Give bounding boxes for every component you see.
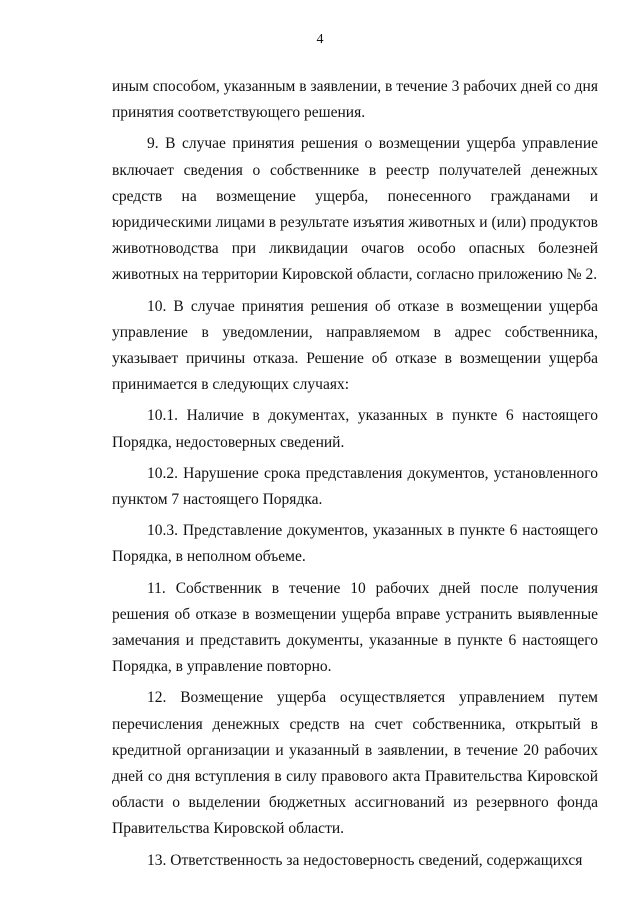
paragraph-13: 13. Ответственность за недостоверность сведений, содержащихся — [147, 851, 583, 869]
paragraph-12: 12. Возмещение ущерба осуществляется управлением путем перечисления денежных средств на счет собственника, открытый в кредитной организации и указанный в заявлении, в течение 20 рабочих дней со дня вступления в силу правового акта Правительства Кировской области о выделении бюджетных ассигнований из резервного фонда Правительства Кировской области. — [112, 689, 598, 838]
paragraph-10-1: 10.1. Наличие в документах, указанных в пункте 6 настоящего Порядка, недостоверных сведений. — [112, 407, 598, 451]
paragraph-10: 10. В случае принятия решения об отказе в возмещении ущерба управление в уведомлении, направляемом в адрес собственника, указывает причины отказа. Решение об отказе в возмещении ущерба принимается в следующих случаях: — [112, 297, 598, 394]
document-body — [112, 74, 598, 879]
paragraph-10-3: 10.3. Представление документов, указанных в пункте 6 настоящего Порядка, в неполном объеме. — [112, 522, 598, 566]
page-number: 4 — [316, 32, 324, 47]
paragraph-11: 11. Собственник в течение 10 рабочих дней после получения решения об отказе в возмещении ущерба вправе устранить выявленные замечания и представить документы, указанные в пункте 6 настоящего Порядка, в управление повторно. — [112, 579, 598, 676]
paragraph-continuation: иным способом, указанным в заявлении, в течение 3 рабочих дней со дня принятия соответствующего решения. — [112, 78, 598, 122]
paragraph-10-2: 10.2. Нарушение срока представления документов, установленного пунктом 7 настоящего Порядка. — [112, 464, 598, 509]
paragraph-9: 9. В случае принятия решения о возмещении ущерба управление включает сведения о собственнике в реестр получателей денежных средств на возмещение ущерба, понесенного гражданами и юридическими лицами в результате изъятия животных и (или) продуктов животноводства при ликвидации очагов особо опасных болезней животных на территории Кировской области, согласно приложению № 2. — [112, 135, 598, 284]
